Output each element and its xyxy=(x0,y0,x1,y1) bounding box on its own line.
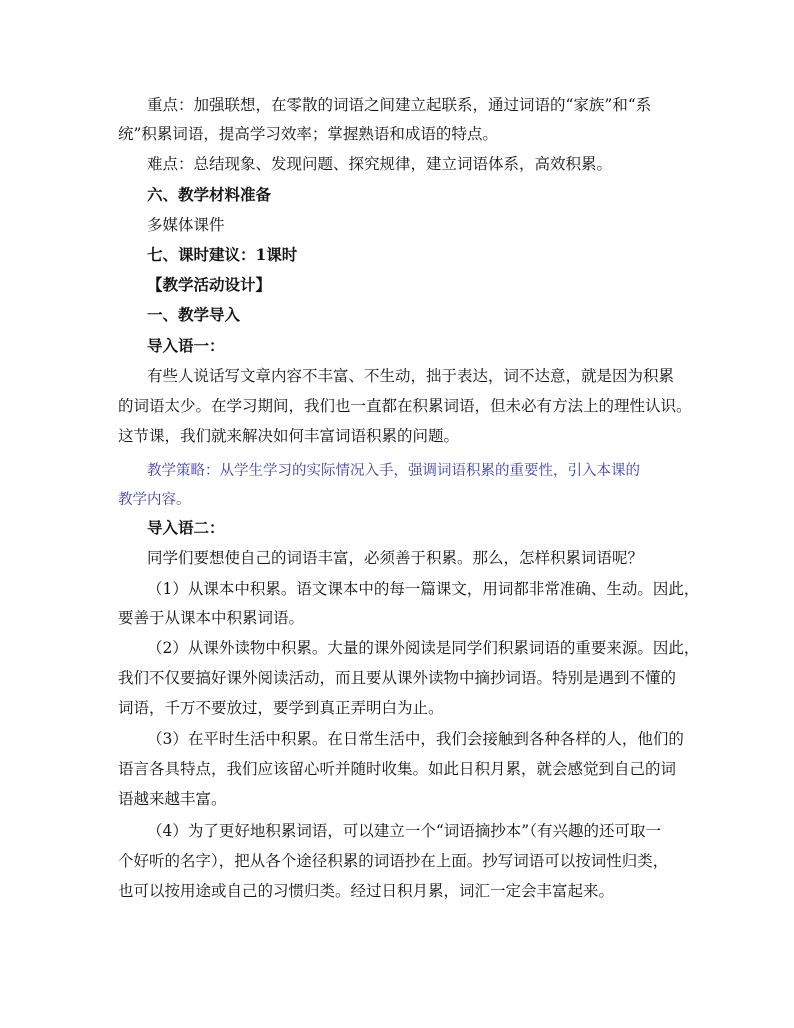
section-6-heading: 六、教学材料准备 xyxy=(147,185,272,204)
key-points-line-1: 重点：加强联想，在零散的词语之间建立起联系，通过词语的“家族”和“系 xyxy=(147,96,652,114)
section-7-heading: 七、课时建议：1课时 xyxy=(147,245,298,264)
section-6-text: 多媒体课件 xyxy=(147,216,225,234)
item-4-line-1: （4）为了更好地积累词语，可以建立一个“词语摘抄本”（有兴趣的还可取一 xyxy=(147,822,661,840)
item-3-line-3: 语越来越丰富。 xyxy=(118,790,227,808)
item-4-line-2: 个好听的名字），把从各个途径积累的词语抄在上面。抄写词语可以按词性归类， xyxy=(118,852,669,870)
intro-1-line-3: 这节课，我们就来解决如何丰富词语积累的问题。 xyxy=(118,427,460,445)
item-2-line-1: （2）从课外读物中积累。大量的课外阅读是同学们积累词语的重要来源。因此， xyxy=(147,639,700,657)
strategy-line-2: 教学内容。 xyxy=(118,492,191,508)
intro-2-heading: 导入语二： xyxy=(147,518,225,537)
part-1-heading: 一、教学导入 xyxy=(147,305,241,324)
strategy-line-1: 教学策略：从学生学习的实际情况入手，强调词语积累的重要性，引入本课的 xyxy=(147,463,640,479)
item-1-line-1: （1）从课本中积累。语文课本中的每一篇课文，用词都非常准确、生动。因此， xyxy=(147,580,700,598)
key-points-line-2: 统”积累词语，提高学习效率；掌握熟语和成语的特点。 xyxy=(118,125,498,143)
item-2-line-2: 我们不仅要搞好课外阅读活动，而且要从课外读物中摘抄词语。特别是遇到不懂的 xyxy=(118,669,677,687)
item-1-line-2: 要善于从课本中积累词语。 xyxy=(118,609,305,627)
intro-2-text: 同学们要想使自己的词语丰富，必须善于积累。那么，怎样积累词语呢？ xyxy=(147,549,644,567)
intro-1-line-2: 的词语太少。在学习期间，我们也一直都在积累词语，但未必有方法上的理性认识。 xyxy=(118,397,692,415)
item-4-line-3: 也可以按用途或自己的习惯归类。经过日积月累，词汇一定会丰富起来。 xyxy=(118,882,615,900)
item-3-line-2: 语言各具特点，我们应该留心听并随时收集。如此日积月累，就会感觉到自己的词 xyxy=(118,760,677,778)
item-3-line-1: （3）在平时生活中积累。在日常生活中，我们会接触到各种各样的人，他们的 xyxy=(147,730,684,748)
item-2-line-3: 词语，千万不要放过，要学到真正弄明白为止。 xyxy=(118,699,444,717)
difficulty-paragraph: 难点：总结现象、发现问题、探究规律，建立词语体系，高效积累。 xyxy=(147,155,613,173)
intro-1-heading: 导入语一： xyxy=(147,336,225,355)
activity-design-heading: 【教学活动设计】 xyxy=(147,275,272,294)
intro-1-line-1: 有些人说话写文章内容不丰富、不生动，拙于表达，词不达意，就是因为积累 xyxy=(147,367,675,385)
